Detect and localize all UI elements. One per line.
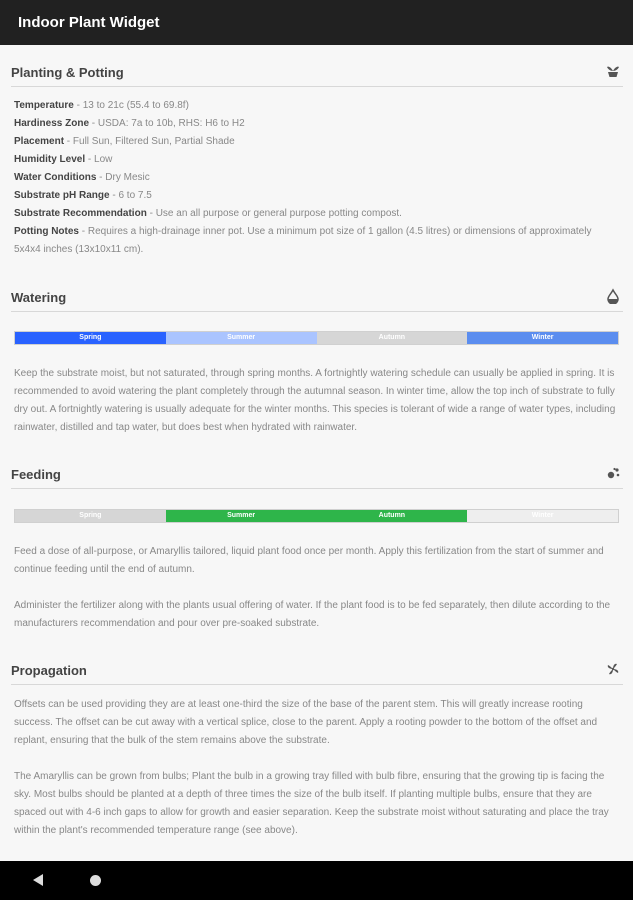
detail-row: Potting Notes - Requires a high-drainage inner pot. Use a minimum pot size of 1 gallon (4.5 litres) or dimensions of approximately 5x4x4 inches (13x10x11 cm). <box>14 226 592 255</box>
season-summer: Summer <box>166 332 317 344</box>
watering-header <box>11 284 623 312</box>
water-drop-icon <box>605 288 621 304</box>
back-icon[interactable] <box>33 874 43 886</box>
detail-row: Humidity Level - Low <box>14 154 113 165</box>
feeding-season-bar <box>14 509 619 523</box>
detail-row: Hardiness Zone - USDA: 7a to 10b, RHS: H6 to H2 <box>14 118 245 129</box>
app-title: Indoor Plant Widget <box>18 14 160 31</box>
feeding-text-2: Administer the fertilizer along with the plants usual offering of water. If the plant food is to be fed separately, then dilute according to the manufacturers recommendation and pour over pre-soaked substrate. <box>14 600 611 629</box>
detail-row: Substrate pH Range - 6 to 7.5 <box>14 190 152 201</box>
content-scroll[interactable] <box>0 45 633 861</box>
plant-pot-icon <box>605 63 621 79</box>
season-summer: Summer <box>166 510 317 522</box>
season-autumn: Autumn <box>317 332 468 344</box>
feeding-title: Feeding <box>11 467 61 482</box>
detail-row: Temperature - 13 to 21c (55.4 to 69.8f) <box>14 100 189 111</box>
fertilizer-icon <box>605 465 621 481</box>
propagation-text-2: The Amaryllis can be grown from bulbs; Plant the bulb in a growing tray filled with bulb fibre, ensuring that the growing tip is facing the sky. Most bulbs should be planted at a depth of three times the size of the bulb itself. If planting multiple bulbs, ensure that they are spaced out with 4-6 inch gaps to allow for growth and easier separation. Keep the substrate moist without saturating and place the tray within the plant's recommended temperature range (see above). <box>14 771 609 836</box>
planting-header <box>11 59 623 87</box>
watering-title: Watering <box>11 290 67 305</box>
propagation-header <box>11 657 623 685</box>
detail-row: Water Conditions - Dry Mesic <box>14 172 150 183</box>
feeding-text-1: Feed a dose of all-purpose, or Amaryllis tailored, liquid plant food once per month. Apply this fertilization from the start of summer and continue feeding until the end of autumn. <box>14 546 604 575</box>
planting-details <box>14 97 619 259</box>
propagation-text-1: Offsets can be used providing they are at least one-third the size of the base of the parent stem. This will greatly increase rooting success. The offset can be cut away with a vertical splice, close to the parent. Apply a rooting powder to the bottom of the offset and replant, ensuring that the bulk of the stem remains above the substrate. <box>14 699 598 746</box>
home-icon[interactable] <box>90 875 101 886</box>
planting-title: Planting & Potting <box>11 65 124 80</box>
propagation-fan-icon <box>605 661 621 677</box>
detail-row: Placement - Full Sun, Filtered Sun, Partial Shade <box>14 136 235 147</box>
watering-season-bar <box>14 331 619 345</box>
season-spring: Spring <box>15 510 166 522</box>
season-autumn: Autumn <box>317 510 468 522</box>
propagation-title: Propagation <box>11 663 87 678</box>
feeding-header <box>11 461 623 489</box>
system-nav-bar <box>0 861 633 900</box>
season-spring: Spring <box>15 332 166 344</box>
season-winter: Winter <box>467 510 618 522</box>
season-winter: Winter <box>467 332 618 344</box>
detail-row: Substrate Recommendation - Use an all purpose or general purpose potting compost. <box>14 208 402 219</box>
app-bar <box>0 0 633 45</box>
watering-text: Keep the substrate moist, but not saturated, through spring months. A fortnightly watering schedule can usually be applied in spring. It is recommended to avoid watering the plant completely through the autumnal season. In winter time, allow the top inch of substrate to fully dry out. A fortnightly watering is usually adequate for the winter months. This species is tolerant of wide a range of water types, including rainwater, distilled and tap water, but does best when hydrated with rainwater. <box>14 368 616 433</box>
